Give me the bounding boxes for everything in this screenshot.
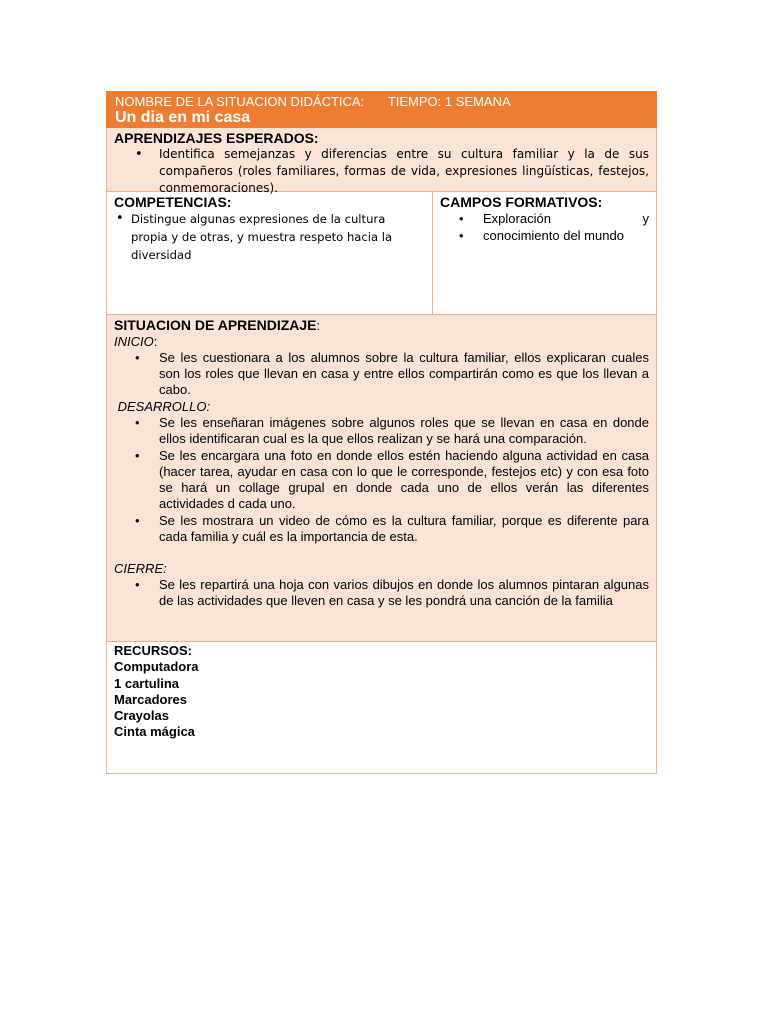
recurso-item: Marcadores	[114, 691, 187, 707]
recurso-item: 1 cartulina	[114, 675, 180, 691]
cierre-list	[159, 577, 649, 609]
competencias-section	[107, 192, 433, 314]
inicio-label-suffix: :	[153, 334, 158, 349]
recurso-item: Crayolas	[114, 708, 169, 724]
recursos-section	[106, 642, 657, 774]
list-item: • Se les enseñaran imágenes sobre algunos roles que se llevan en casa en donde ellos identificaran cual es la que ellos realizan y se hará una comparación.	[159, 415, 649, 447]
campos-title: CAMPOS FORMATIVOS:	[440, 194, 603, 210]
recurso-item: Computadora	[114, 659, 199, 675]
recursos-title: RECURSOS:	[114, 643, 193, 658]
cierre-label: CIERRE:	[114, 561, 167, 576]
competencias-title: COMPETENCIAS:	[114, 194, 232, 210]
list-item: • Se les repartirá una hoja con varios dibujos en donde los alumnos pintaran algunas de las actividades que lleven en casa y se les pondrá una canción de la familia	[159, 577, 649, 609]
recurso-item: Cinta mágica	[114, 724, 195, 740]
aprendizajes-section	[106, 128, 657, 195]
planning-document	[106, 91, 657, 774]
list-item: • Distingue algunas expresiones de la cultura propia y de otras, y muestra respeto hacia la diversidad	[131, 210, 425, 264]
list-item: • Se les mostrara un video de cómo es la cultura familiar, porque es diferente para cada familia y cuál es la importancia de esta.	[159, 513, 649, 545]
situacion-title-suffix: :	[316, 318, 321, 333]
situacion-heading	[114, 317, 649, 334]
desarrollo-label: DESARROLLO:	[114, 399, 211, 414]
campos-line-2	[483, 227, 649, 244]
campos-list	[483, 210, 649, 244]
inicio-label-text: INICIO	[114, 334, 154, 349]
situacion-section	[106, 315, 657, 642]
campos-line-2-text: conocimiento del mundo	[483, 228, 624, 243]
inicio-label	[114, 334, 649, 350]
document-header	[106, 91, 657, 128]
competencias-list	[131, 210, 425, 264]
list-item: • Se les cuestionara a los alumnos sobre la cultura familiar, ellos explicaran cuales son los roles que llevan en casa y entre ellos compartirán como es que los llevan a cabo.	[159, 350, 649, 398]
nombre-label: NOMBRE DE LA SITUACION DIDÁCTICA:	[115, 94, 365, 109]
competencias-campos-row	[106, 192, 657, 315]
list-item: • Identifica semejanzas y diferencias entre su cultura familiar y la de sus compañeros (roles familiares, formas de vida, expresiones lingüísticas, festejos, conmemoraciones).	[159, 146, 649, 197]
tiempo-label: TIEMPO: 1 SEMANA	[387, 94, 511, 109]
list-item: • Se les encargara una foto en donde ellos estén haciendo alguna actividad en casa (hacer tarea, ayudar en casa con lo que le corresponde, festejos etc) y con esa foto se hará un collage grupal en donde cada uno de ellos verán las diferentes actividades d cada uno.	[159, 448, 649, 512]
document-title: Un dia en mi casa	[115, 109, 251, 126]
spacer	[114, 546, 649, 561]
situacion-title: SITUACION DE APRENDIZAJE	[114, 317, 317, 333]
campos-section	[433, 192, 656, 314]
desarrollo-list	[159, 415, 649, 545]
aprendizajes-title: APRENDIZAJES ESPERADOS:	[114, 130, 319, 146]
campos-line-1: • Exploración y	[483, 210, 649, 227]
aprendizajes-list	[159, 146, 649, 197]
header-labels	[115, 94, 648, 109]
inicio-list	[159, 350, 649, 398]
